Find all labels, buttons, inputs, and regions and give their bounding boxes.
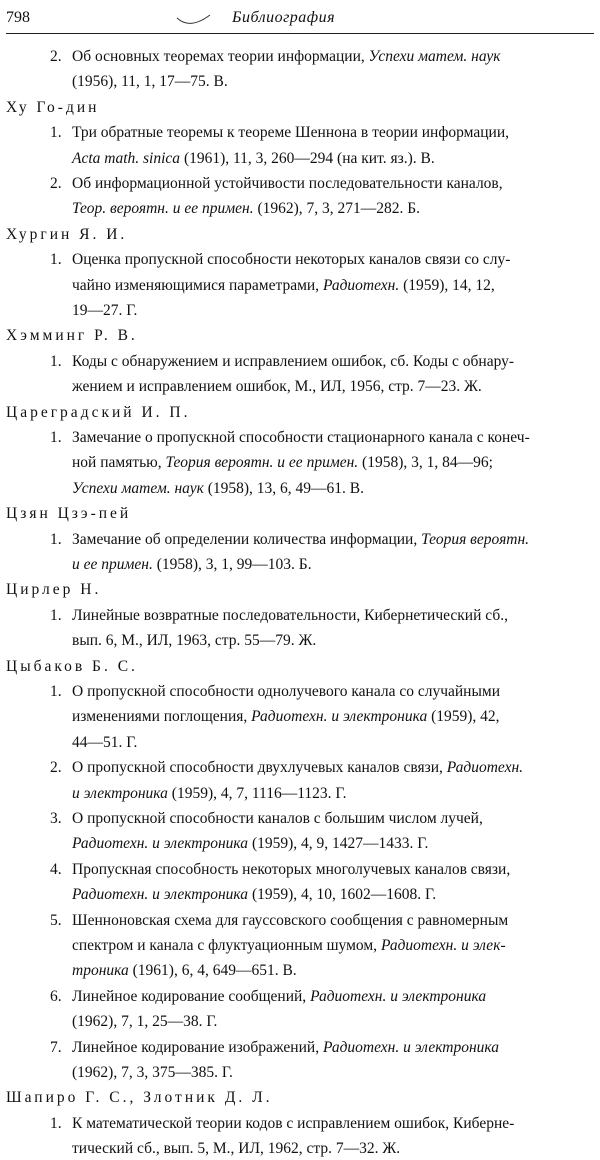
- entry-text-plain: (1962), 7, 3, 271—282. Б.: [253, 200, 421, 217]
- entry-number: 1.: [50, 124, 62, 141]
- entry-text-plain: (1962), 7, 3, 375—385. Г.: [72, 1064, 233, 1081]
- entry-text: [72, 859, 510, 881]
- entry-text-tail: (1958), 3, 1, 84—96;: [358, 454, 493, 471]
- entry-text: [72, 910, 508, 932]
- entry-text-tail: (1959), 14, 12,: [399, 277, 495, 294]
- journal-title: Радиотехн.: [446, 759, 524, 776]
- entry-text-plain: К математической теории кодов с исправлением ошибок, Киберне-: [72, 1115, 515, 1132]
- journal-title: Радиотехн. и элек-: [380, 937, 506, 954]
- entry-continuation: [72, 478, 364, 500]
- scan-mark-icon: [176, 14, 212, 28]
- entry-text-plain: (1958), 3, 1, 99—103. Б.: [152, 556, 312, 573]
- journal-title: и электроника: [72, 785, 168, 802]
- entry-text: [72, 351, 514, 373]
- entry-number: 2.: [50, 175, 62, 192]
- entry-text-plain: (1962), 7, 1, 25—38. Г.: [72, 1013, 218, 1030]
- entry-text: [72, 1113, 514, 1135]
- entry-text-plain: Линейное кодирование сообщений,: [72, 988, 311, 1005]
- entry-text-plain: Шенноновская схема для гауссовского сообщения с равномерным: [72, 912, 509, 929]
- author-heading: Хэмминг Р. В.: [6, 327, 138, 344]
- entry-text-plain: (1961), 6, 4, 649—651. В.: [128, 962, 297, 979]
- entry-continuation: [72, 960, 297, 982]
- entry-text-plain: О пропускной способности двухлучевых каналов связи,: [72, 759, 447, 776]
- journal-title: Радиотехн. и электроника: [310, 988, 487, 1005]
- journal-title: Успехи матем. наук: [72, 480, 204, 497]
- entry-continuation: [72, 884, 436, 906]
- author-heading: Цыбаков Б. С.: [6, 658, 138, 675]
- entry-text-plain: Линейное кодирование изображений,: [72, 1039, 323, 1056]
- page-header: [0, 0, 600, 40]
- entry-text-plain: чайно изменяющимися параметрами,: [72, 277, 323, 294]
- entry-text-plain: О пропускной способности каналов с большим числом лучей,: [72, 810, 483, 827]
- entry-number: 1.: [50, 353, 62, 370]
- author-heading: Шапиро Г. С., Злотник Д. Л.: [6, 1089, 273, 1106]
- entry-continuation: [72, 1138, 400, 1160]
- entry-text-plain: (1959), 4, 7, 1116—1123. Г.: [167, 785, 347, 802]
- entry-text-plain: Оценка пропускной способности некоторых каналов связи со слу-: [72, 251, 511, 268]
- entry-text-plain: О пропускной способности однолучевого канала со случайными: [72, 683, 500, 700]
- entry-continuation: [72, 1011, 217, 1033]
- entry-text-plain: изменениями поглощения,: [72, 708, 252, 725]
- running-title: Библиография: [232, 9, 336, 26]
- entry-text: [72, 427, 530, 449]
- journal-title: Радиотехн. и электроника: [251, 708, 428, 725]
- entry-number: 2.: [50, 759, 62, 776]
- entry-text-plain: Линейные возвратные последовательности, Кибернетический сб.,: [72, 607, 508, 624]
- entry-continuation: [72, 630, 316, 652]
- journal-title: Теория вероятн.: [421, 531, 530, 548]
- entry-text-plain: Замечание об определении количества информации,: [72, 531, 422, 548]
- author-heading: Хургин Я. И.: [6, 226, 128, 243]
- entry-text-plain: Об основных теоремах теории информации,: [72, 48, 369, 65]
- journal-title: Теория вероятн. и ее примен.: [165, 454, 359, 471]
- entry-text: [72, 122, 509, 144]
- entry-text: [72, 1037, 499, 1059]
- entry-continuation: [72, 452, 493, 474]
- journal-title: Радиотехн.: [322, 277, 400, 294]
- journal-title: Радиотехн. и электроника: [322, 1039, 500, 1056]
- journal-title: Радиотехн. и электроника: [72, 886, 249, 903]
- entry-continuation: [72, 706, 500, 728]
- entry-text-plain: 19—27. Г.: [72, 302, 138, 319]
- entry-text: [72, 808, 483, 830]
- entry-text-plain: (1958), 13, 6, 49—61. В.: [203, 480, 365, 497]
- entry-continuation: [72, 783, 346, 805]
- entry-continuation: [72, 198, 420, 220]
- journal-title: Успехи матем. наук: [368, 48, 501, 65]
- entry-continuation: [72, 300, 137, 322]
- entry-text-plain: Об информационной устойчивости последовательности каналов,: [72, 175, 503, 192]
- entry-text: [72, 173, 503, 195]
- author-heading: Цареградский И. П.: [6, 404, 191, 421]
- entry-text-plain: (1961), 11, 3, 260—294 (на кит. яз.). В.: [180, 150, 435, 167]
- entry-text: [72, 681, 500, 703]
- entry-number: 1.: [50, 429, 62, 446]
- entry-text-plain: (1959), 4, 9, 1427—1433. Г.: [248, 835, 429, 852]
- author-heading: Цзян Цзэ-пей: [6, 505, 132, 522]
- entry-text-plain: Пропускная способность некоторых многолучевых каналов связи,: [72, 861, 511, 878]
- journal-title: Acta math. sinica: [72, 150, 181, 167]
- entry-number: 5.: [50, 912, 62, 929]
- entry-continuation: [72, 71, 228, 93]
- entry-text: [72, 605, 508, 627]
- entry-continuation: [72, 275, 495, 297]
- entry-text-plain: тический сб., вып. 5, М., ИЛ, 1962, стр. 7—32. Ж.: [72, 1140, 401, 1157]
- entry-text-plain: 44—51. Г.: [72, 734, 138, 751]
- entry-number: 4.: [50, 861, 62, 878]
- entry-continuation: [72, 1062, 233, 1084]
- entry-text-plain: Коды с обнаружением и исправлением ошибок, сб. Коды с обнару-: [72, 353, 515, 370]
- entry-continuation: [72, 732, 137, 754]
- entry-number: 3.: [50, 810, 62, 827]
- entry-text-plain: жением и исправлением ошибок, М., ИЛ, 1956, стр. 7—23. Ж.: [72, 378, 482, 395]
- entry-number: 1.: [50, 251, 62, 268]
- entry-continuation: [72, 148, 435, 170]
- journal-title: троника: [72, 962, 129, 979]
- entry-text: [72, 529, 529, 551]
- entry-number: 2.: [50, 48, 62, 65]
- header-rule: [6, 33, 594, 34]
- entry-text: [72, 986, 486, 1008]
- entry-number: 7.: [50, 1039, 62, 1056]
- entry-text-plain: ной памятью,: [72, 454, 166, 471]
- entry-number: 1.: [50, 531, 62, 548]
- page-number: 798: [6, 9, 30, 26]
- entry-text-plain: (1959), 4, 10, 1602—1608. Г.: [248, 886, 437, 903]
- entry-number: 1.: [50, 607, 62, 624]
- entry-continuation: [72, 554, 312, 576]
- entry-text-plain: спектром и канала с флуктуационным шумом,: [72, 937, 381, 954]
- journal-title: Радиотехн. и электроника: [72, 835, 249, 852]
- entry-continuation: [72, 935, 506, 957]
- entry-number: 1.: [50, 1115, 62, 1132]
- entry-text: [72, 249, 510, 271]
- entry-text: [72, 46, 501, 68]
- journal-title: и ее примен.: [72, 556, 153, 573]
- author-heading: Ху Го-дин: [6, 99, 100, 116]
- entry-text-plain: Три обратные теоремы к теореме Шеннона в теории информации,: [72, 124, 509, 141]
- entry-continuation: [72, 833, 428, 855]
- entry-text-plain: Замечание о пропускной способности стационарного канала с конеч-: [72, 429, 530, 446]
- entry-continuation: [72, 376, 482, 398]
- entry-number: 6.: [50, 988, 62, 1005]
- entry-text-plain: вып. 6, М., ИЛ, 1963, стр. 55—79. Ж.: [72, 632, 317, 649]
- entry-text-tail: (1959), 42,: [427, 708, 500, 725]
- journal-title: Теор. вероятн. и ее примен.: [72, 200, 254, 217]
- entry-text-plain: (1956), 11, 1, 17—75. В.: [72, 73, 228, 90]
- author-heading: Цирлер Н.: [6, 581, 102, 598]
- entry-number: 1.: [50, 683, 62, 700]
- entry-text: [72, 757, 523, 779]
